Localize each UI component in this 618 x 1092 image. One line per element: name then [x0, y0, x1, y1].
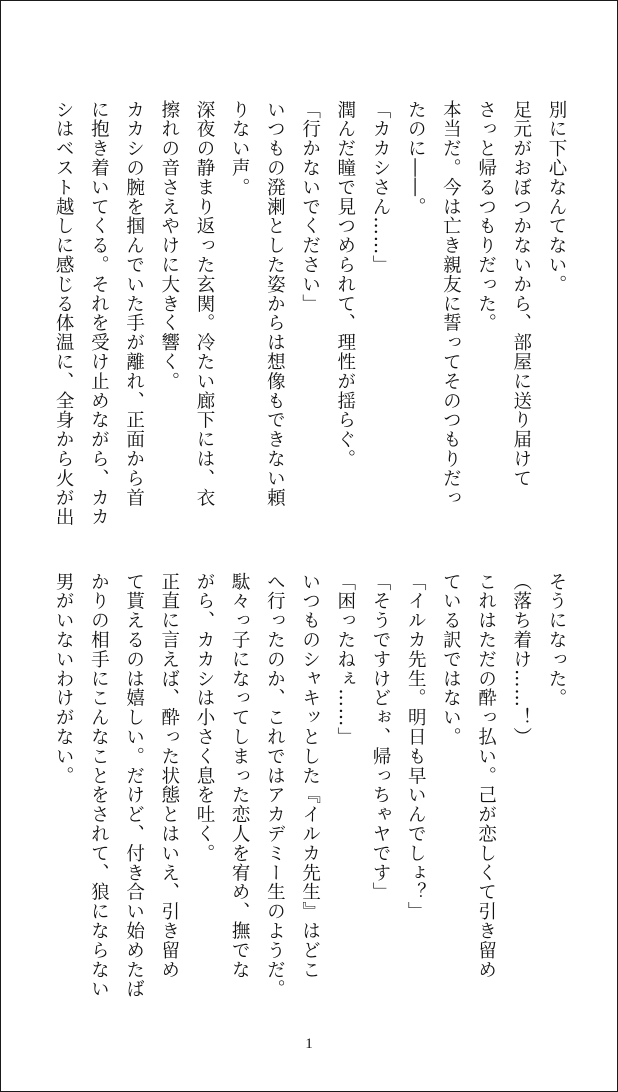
text-line: 「そうですけどぉ、帰っちゃヤです」 — [369, 572, 391, 902]
text-line: 「困ったねぇ……」 — [334, 572, 356, 747]
text-line: へ行ったのか、これではアカデミー生のようだ。 — [264, 572, 286, 999]
text-line: がら、カカシは小さく息を吐く。 — [193, 572, 215, 863]
text-line: たのに――。 — [405, 100, 427, 217]
text-line: て貰えるのは嬉しい。だけど、付き合い始めたば — [123, 572, 145, 999]
text-line: 本当だ。今は亡き親友に誓ってそのつもりだっ — [440, 100, 462, 508]
page-number: 1 — [305, 1036, 313, 1052]
text-line: 「イルカ先生。明日も早いんでしょ？」 — [405, 572, 427, 922]
text-line: さっと帰るつもりだった。 — [475, 100, 497, 333]
text-block-upper — [53, 100, 574, 540]
text-line: そうになった。 — [546, 572, 567, 708]
text-line: いつもの溌溂とした姿からは想像もできない頼 — [264, 100, 286, 508]
text-line: 正直に言えば、酔った状態とはいえ、引き留め — [158, 572, 180, 980]
text-line: 駄々っ子になってしまった恋人を宥め、撫でな — [229, 572, 251, 980]
text-line: りない声。 — [229, 100, 251, 197]
text-line: 「行かないでください」 — [299, 100, 321, 314]
text-line: 潤んだ瞳で見つめられて、理性が揺らぐ。 — [334, 100, 356, 469]
text-line: （落ち着け……！） — [510, 572, 532, 747]
text-line: に抱き着いてくる。それを受け止めながら、カカ — [88, 100, 110, 527]
text-line: 擦れの音さえやけに大きく響く。 — [158, 100, 180, 391]
text-line: 深夜の静まり返った玄関。冷たい廊下には、衣 — [193, 100, 215, 508]
text-line: 男がいないわけがない。 — [53, 572, 75, 786]
text-line: シはベスト越しに感じる体温に、全身から火が出 — [53, 100, 75, 527]
text-line: かりの相手にこんなことをされて、狼にならない — [88, 572, 110, 999]
text-line: 「カカシさん……」 — [369, 100, 391, 275]
text-block-lower — [53, 572, 574, 1012]
text-line: これはただの酔っ払い。己が恋しくて引き留め — [475, 572, 497, 980]
text-line: 別に下心なんてない。 — [546, 100, 567, 294]
text-line: カカシの腕を掴んでいた手が離れ、正面から首 — [123, 100, 145, 508]
text-line: 足元がおぼつかないから、部屋に送り届けて — [510, 100, 532, 488]
text-line: いつものシャキッとした『イルカ先生』はどこ — [299, 572, 321, 980]
text-line: ている訳ではない。 — [440, 572, 462, 747]
